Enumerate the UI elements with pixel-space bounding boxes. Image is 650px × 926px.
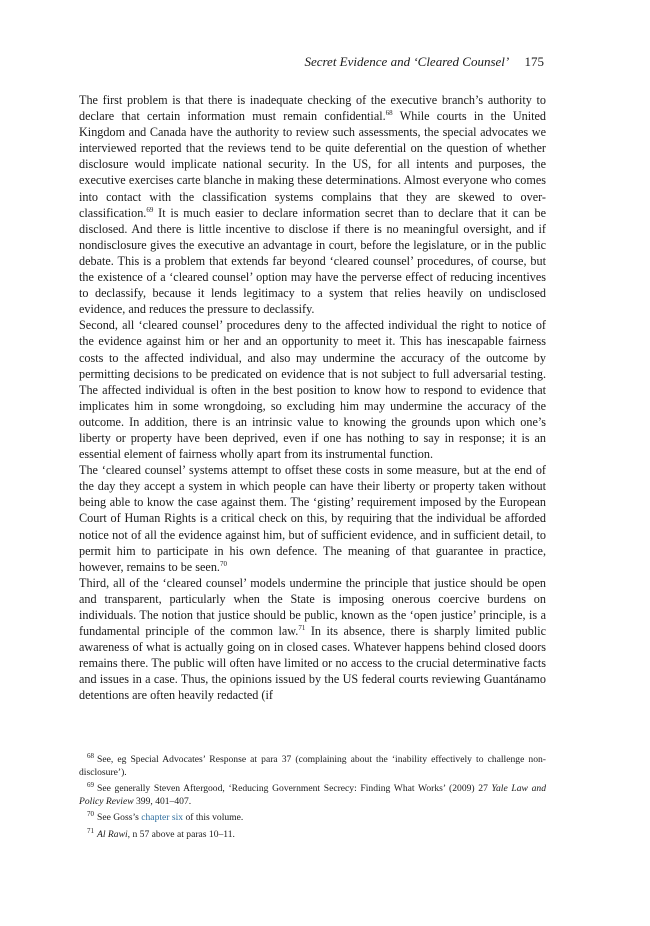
footnote-number: 68 xyxy=(87,752,94,760)
text-run: The ‘cleared counsel’ systems attempt to offset these costs in some measure, but at the end of the day they accept a system in which people can have their liberty or property taken without being able to know the case against them. The ‘gisting’ requirement imposed by the European Court of Human Rights is a critical check on this, by requiring that the individual be afforded notice not of all the evidence against him, but of sufficient evidence, and in sufficient detail, to permit him to participate in his own defence. The meaning of that guarantee in practice, however, remains to be seen. xyxy=(79,463,546,574)
text-run: 399, 401–407. xyxy=(133,795,192,807)
text-run: Second, all ‘cleared counsel’ procedures deny to the affected individual the right to notice of the evidence against him or her and an opportunity to meet it. This has inescapable fairness costs to the affected individual, and also may undermine the accuracy of the outcome by permitting decisions to be predicated on evidence that is not subject to full adversarial testing. The affected individual is often in the best position to know how to respond to evidence that implicates him in some wrongdoing, so excluding him may undermine the accuracy of the outcome. In addition, there is an intrinsic value to knowing the grounds upon which one’s liberty or property have been deprived, even if one has nothing to say in response; it is an essential element of fairness wholly apart from its instrumental function. xyxy=(79,318,546,462)
footnote xyxy=(79,808,546,825)
body-paragraph xyxy=(79,575,546,704)
text-run: Third, all of the ‘cleared counsel’ models undermine the principle that justice should be open and transparent, particularly when the State is imposing onerous coercive burdens on individuals. The notion that justice should be public, known as the ‘open justice’ principle, is a fundamental principle of the common law. xyxy=(79,575,546,639)
footnote-reference[interactable]: 71 xyxy=(298,624,306,633)
footnote-number: 70 xyxy=(87,810,94,818)
text-run: See, eg Special Advocates’ Response at para 37 (complaining about the ‘inability effectively to challenge non-disclosure’). xyxy=(79,754,546,778)
text-run: It is much easier to declare information secret than to declare that it can be disclosed. And there is little incentive to disclose if there is no meaningful oversight, and if nondisclosure gives the executive an advantage in court, before the legislature, or in the public debate. This is a problem that extends far beyond ‘cleared counsel’ procedures, of course, but the existence of a ‘cleared counsel’ option may have the perverse effect of reducing incentives to declassify, because it lends legitimacy to a system that relies heavily on undisclosed evidence, and reduces the pressure to declassify. xyxy=(79,205,546,317)
text-run: In its absence, there is sharply limited public awareness of what is actually going on in closed cases. Whatever happens behind closed doors remains there. The public will often have limited or no access to the crucial determinative facts and issues in a case. Thus, the opinions issued by the US federal courts reviewing Guantánamo detentions are often heavily redacted (if xyxy=(79,624,546,703)
footnotes xyxy=(79,750,546,841)
italic-text: Yale Law and Policy Review xyxy=(79,783,546,807)
body-paragraph xyxy=(79,462,546,575)
text-run: See Goss’s xyxy=(97,812,142,824)
body-paragraph xyxy=(79,317,546,462)
body-text xyxy=(79,92,546,704)
footnote xyxy=(79,750,546,779)
footnote-reference[interactable]: 69 xyxy=(146,205,154,214)
text-run: See generally Steven Aftergood, ‘Reducing Government Secrecy: Finding What Works’ (2009) 27 xyxy=(97,783,492,795)
footnote-reference[interactable]: 70 xyxy=(219,559,227,568)
footnote xyxy=(79,779,546,808)
text-run: of this volume. xyxy=(183,812,244,824)
body-paragraph xyxy=(79,92,546,317)
text-run: The first problem is that there is inadequate checking of the executive branch’s authority to declare that certain information must remain confidential. xyxy=(79,93,546,124)
text-run: While courts in the United Kingdom and Canada have the authority to review such assessments, the special advocates we interviewed reported that the reviews tend to be quite deferential on the question of whether disclosure would implicate national security. In the US, for all intents and purposes, the executive exercises carte blanche in making these determinations. Almost everyone who comes into contact with the classification systems complains that they are skewed to over-classification. xyxy=(79,109,546,220)
footnote xyxy=(79,825,546,842)
footnote-number: 69 xyxy=(87,781,94,789)
text-run: , n 57 above at paras 10–11. xyxy=(127,828,235,840)
footnote-number: 71 xyxy=(87,826,94,835)
running-head-title: Secret Evidence and ‘Cleared Counsel’ xyxy=(304,54,510,69)
running-head xyxy=(304,54,544,70)
italic-text: Al Rawi xyxy=(97,828,128,840)
footnote-reference[interactable]: 68 xyxy=(385,109,393,118)
chapter-link[interactable]: chapter six xyxy=(141,812,184,824)
page-number: 175 xyxy=(524,54,544,69)
